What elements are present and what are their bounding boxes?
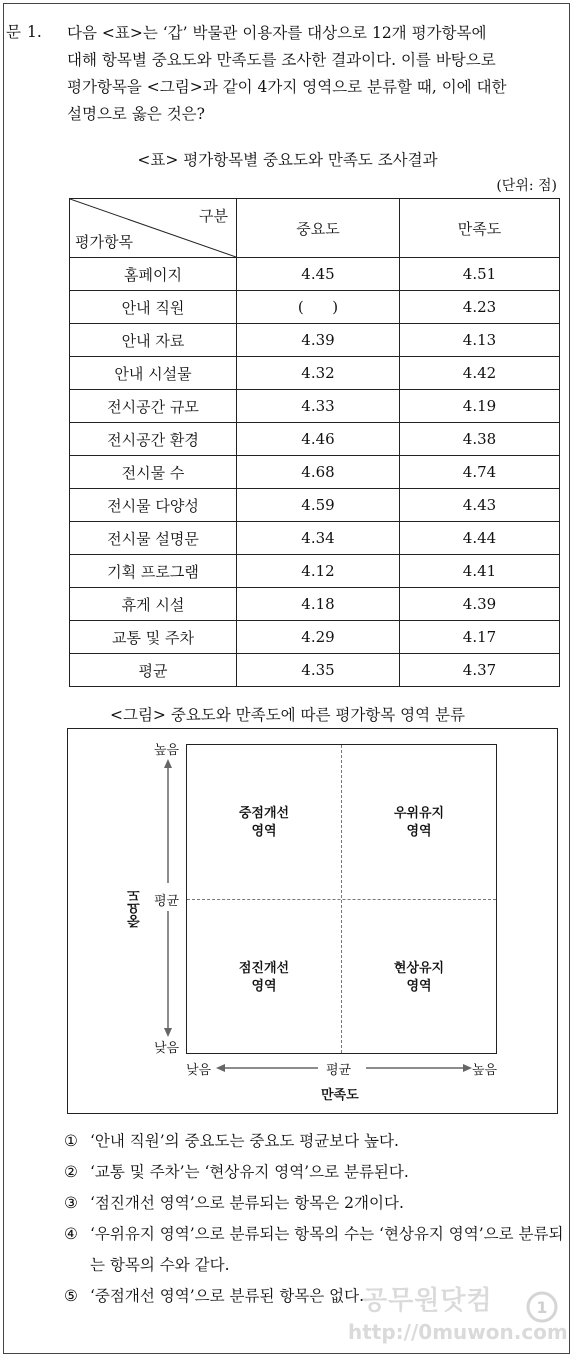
corner-label-bottom: 평가항목	[75, 233, 133, 251]
quadrant-grid	[186, 744, 497, 1054]
choice-4[interactable]	[64, 1219, 564, 1281]
header-importance: 중요도	[237, 199, 400, 258]
question-line: 다음 <표>는 ‘갑’ 박물관 이용자를 대상으로 12개 평가항목에	[67, 24, 487, 42]
row-item: 안내 직원	[70, 291, 237, 324]
table-row	[70, 291, 560, 324]
horizontal-average-line	[187, 899, 496, 900]
table-row	[70, 324, 560, 357]
row-item: 전시물 다양성	[70, 489, 237, 522]
quadrant-label: 점진개선	[238, 961, 290, 976]
table-row	[70, 423, 560, 456]
quadrant-label: 현상유지	[393, 961, 445, 976]
quadrant-label: 중점개선	[238, 806, 290, 821]
y-axis-arrow	[160, 759, 176, 1039]
quadrant-top-right	[359, 805, 479, 841]
choice-text: ‘교통 및 주차’는 ‘현상유지 영역’으로 분류된다.	[90, 1163, 409, 1181]
choice-number: ①	[64, 1132, 78, 1150]
data-table	[69, 198, 560, 687]
row-item: 안내 시설물	[70, 357, 237, 390]
row-satisfaction: 4.43	[400, 489, 560, 522]
quadrant-label: 영역	[406, 979, 432, 994]
y-axis-title: 중요도	[128, 889, 143, 928]
y-average-label: 평균	[154, 894, 180, 909]
table-unit: (단위: 점)	[496, 178, 557, 194]
question-number: 문 1.	[6, 23, 42, 41]
y-low-label: 낮음	[154, 1041, 180, 1056]
row-satisfaction: 4.41	[400, 555, 560, 588]
choice-number: ③	[64, 1194, 78, 1212]
x-average-label: 평균	[326, 1063, 352, 1078]
row-item: 교통 및 주차	[70, 621, 237, 654]
row-importance: 4.68	[237, 456, 400, 489]
choice-1[interactable]	[64, 1126, 564, 1157]
watermark-url: http://0muwon.com	[348, 1320, 568, 1344]
table-corner-cell	[70, 199, 237, 258]
row-item: 평균	[70, 654, 237, 687]
row-satisfaction: 4.74	[400, 456, 560, 489]
quadrant-figure	[67, 728, 558, 1114]
x-axis-title: 만족도	[321, 1088, 359, 1103]
row-satisfaction: 4.23	[400, 291, 560, 324]
table-row	[70, 588, 560, 621]
choice-3[interactable]	[64, 1188, 564, 1219]
question-line: 설명으로 옳은 것은?	[67, 105, 205, 123]
quadrant-top-left	[204, 805, 324, 841]
row-satisfaction: 4.19	[400, 390, 560, 423]
row-item: 전시공간 규모	[70, 390, 237, 423]
x-high-label: 높음	[472, 1063, 498, 1078]
quadrant-bottom-left	[204, 960, 324, 996]
row-importance: 4.59	[237, 489, 400, 522]
row-importance: ( )	[237, 291, 400, 324]
row-item: 전시물 설명문	[70, 522, 237, 555]
row-importance: 4.39	[237, 324, 400, 357]
row-satisfaction: 4.51	[400, 258, 560, 291]
header-satisfaction: 만족도	[400, 199, 560, 258]
table-row	[70, 489, 560, 522]
question-line: 대해 항목별 중요도와 만족도를 조사한 결과이다. 이를 바탕으로	[67, 51, 496, 69]
row-importance: 4.29	[237, 621, 400, 654]
y-high-label: 높음	[154, 743, 180, 758]
watermark-name: 공무원닷컴	[362, 1286, 493, 1316]
row-item: 기획 프로그램	[70, 555, 237, 588]
choice-number: ②	[64, 1163, 78, 1181]
choice-text: ‘안내 직원’의 중요도는 중요도 평균보다 높다.	[90, 1132, 399, 1150]
quadrant-bottom-right	[359, 960, 479, 996]
question-text	[67, 20, 562, 128]
row-item: 전시공간 환경	[70, 423, 237, 456]
row-satisfaction: 4.17	[400, 621, 560, 654]
figure-title: <그림> 중요도와 만족도에 따른 평가항목 영역 분류	[110, 706, 465, 724]
choice-text: ‘우위유지 영역’으로 분류되는 항목의 수는 ‘현상유지 영역’으로 분류되는 항목의 수와 같다.	[90, 1225, 564, 1274]
row-importance: 4.35	[237, 654, 400, 687]
choice-number: ⑤	[64, 1287, 78, 1305]
x-axis-arrow	[216, 1060, 476, 1076]
row-importance: 4.46	[237, 423, 400, 456]
row-satisfaction: 4.13	[400, 324, 560, 357]
quadrant-label: 영역	[251, 824, 277, 839]
row-satisfaction: 4.44	[400, 522, 560, 555]
table-row	[70, 555, 560, 588]
quadrant-label: 영역	[251, 979, 277, 994]
choice-text: ‘중점개선 영역’으로 분류된 항목은 없다.	[90, 1287, 365, 1305]
table-row	[70, 258, 560, 291]
x-low-label: 낮음	[186, 1063, 212, 1078]
table-row	[70, 522, 560, 555]
row-importance: 4.45	[237, 258, 400, 291]
row-satisfaction: 4.39	[400, 588, 560, 621]
table-title: <표> 평가항목별 중요도와 만족도 조사결과	[137, 151, 438, 169]
table-row	[70, 456, 560, 489]
row-importance: 4.32	[237, 357, 400, 390]
choice-2[interactable]	[64, 1157, 564, 1188]
row-item: 안내 자료	[70, 324, 237, 357]
choice-number: ④	[64, 1225, 78, 1243]
row-importance: 4.34	[237, 522, 400, 555]
corner-label-top: 구분	[199, 207, 228, 225]
row-item: 휴게 시설	[70, 588, 237, 621]
row-satisfaction: 4.37	[400, 654, 560, 687]
svg-text:1: 1	[536, 1298, 548, 1317]
choice-text: ‘점진개선 영역’으로 분류되는 항목은 2개이다.	[90, 1194, 404, 1212]
row-item: 홈페이지	[70, 258, 237, 291]
table-header-row	[70, 199, 560, 258]
row-item: 전시물 수	[70, 456, 237, 489]
quadrant-label: 영역	[406, 824, 432, 839]
row-importance: 4.12	[237, 555, 400, 588]
row-satisfaction: 4.38	[400, 423, 560, 456]
quadrant-label: 우위유지	[393, 806, 445, 821]
table-row	[70, 654, 560, 687]
table-row	[70, 357, 560, 390]
table-row	[70, 390, 560, 423]
watermark-logo-icon	[525, 1290, 559, 1324]
row-satisfaction: 4.42	[400, 357, 560, 390]
row-importance: 4.33	[237, 390, 400, 423]
question-line: 평가항목을 <그림>과 같이 4가지 영역으로 분류할 때, 이에 대한	[67, 78, 507, 96]
table-row	[70, 621, 560, 654]
row-importance: 4.18	[237, 588, 400, 621]
